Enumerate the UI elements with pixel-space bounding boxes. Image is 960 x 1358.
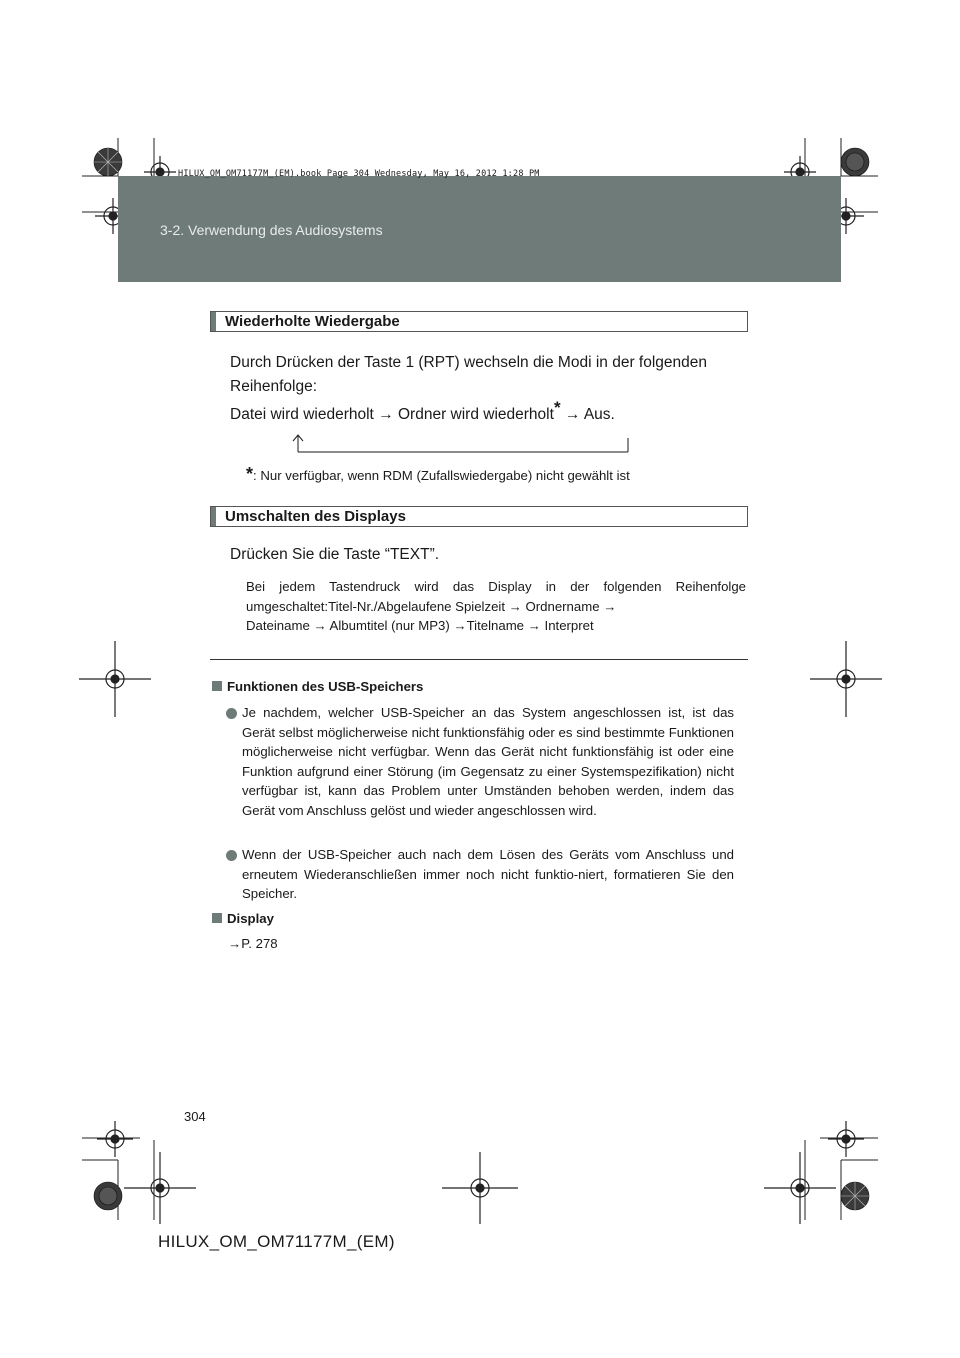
heading-display-text: Umschalten des Displays xyxy=(225,508,406,525)
seq-asterisk: * xyxy=(553,397,561,417)
note-display-title-text: Display xyxy=(227,911,274,926)
display-detail-line1: Bei jedem Tastendruck wird das Display in der folgenden Reihenfolge xyxy=(246,579,746,594)
loop-back-arrow xyxy=(290,432,635,456)
seq-arrow-2: → xyxy=(564,406,581,423)
seq-step-3: Aus. xyxy=(583,406,615,423)
round-bullet-icon xyxy=(226,708,237,719)
round-bullet-icon xyxy=(226,850,237,861)
note-usb-title-text: Funktionen des USB-Speichers xyxy=(227,679,424,694)
display-detail-line2: umgeschaltet:Titel-Nr./Abgelaufene Spielzeit → Ordnername → xyxy=(246,598,617,614)
repeat-sequence xyxy=(230,397,615,427)
footnote-text: : Nur verfügbar, wenn RDM (Zufallswiedergabe) nicht gewählt ist xyxy=(253,468,630,483)
note-usb-bullet-1: Je nachdem, welcher USB-Speicher an das System angeschlossen ist, ist das Gerät selbst möglicherweise nicht funktionsfähig oder es sind bestimmte Funktionen möglicherweise nicht verfügbar. Wenn das Gerät nicht funktionsfähig ist oder eine Funktion aufgrund einer Störung (im Gegensatz zu einer Systemspezifikation) nicht verfügbar ist, kann das Problem unter Umständen behoben werden, indem das Gerät vom Anschluss gelöst und wieder angeschlossen wird. xyxy=(242,705,734,818)
section-rule xyxy=(210,659,748,660)
note-usb-bullet-2: Wenn der USB-Speicher auch nach dem Lösen des Geräts vom Anschluss und erneutem Wiederanschließen immer noch nicht funktio-niert, formatieren Sie den Speicher. xyxy=(242,847,734,901)
book-code: HILUX_OM_OM71177M_(EM) xyxy=(158,1232,395,1251)
page-number: 304 xyxy=(184,1109,206,1124)
footnote xyxy=(246,465,630,486)
display-detail xyxy=(246,577,746,636)
seq-arrow-1: → xyxy=(378,406,394,423)
repeat-intro: Durch Drücken der Taste 1 (RPT) wechseln die Modi in der folgenden Reihenfolge: xyxy=(230,354,708,395)
footnote-asterisk: * xyxy=(246,464,254,484)
section-label: 3-2. Verwendung des Audiosystems xyxy=(160,222,383,238)
note-usb-title xyxy=(212,677,423,697)
note-display-title xyxy=(212,909,274,929)
heading-repeat-text: Wiederholte Wiedergabe xyxy=(225,313,400,330)
square-bullet-icon xyxy=(212,913,222,923)
square-bullet-icon xyxy=(212,681,222,691)
seq-step-1: Datei wird wiederholt xyxy=(230,406,374,423)
heading-bar xyxy=(211,312,216,331)
heading-bar xyxy=(211,507,216,526)
display-instruction: Drücken Sie die Taste “TEXT”. xyxy=(230,546,440,563)
seq-step-2: Ordner wird wiederholt xyxy=(398,406,554,423)
heading-repeat xyxy=(210,311,748,332)
note-display-ref[interactable]: →P. 278 xyxy=(228,936,278,951)
file-stamp: HILUX_OM_OM71177M_(EM).book Page 304 Wednesday, May 16, 2012 1:28 PM xyxy=(178,169,540,179)
heading-display xyxy=(210,506,748,527)
display-detail-line3: Dateiname → Albumtitel (nur MP3) →Titelname → Interpret xyxy=(246,618,594,633)
